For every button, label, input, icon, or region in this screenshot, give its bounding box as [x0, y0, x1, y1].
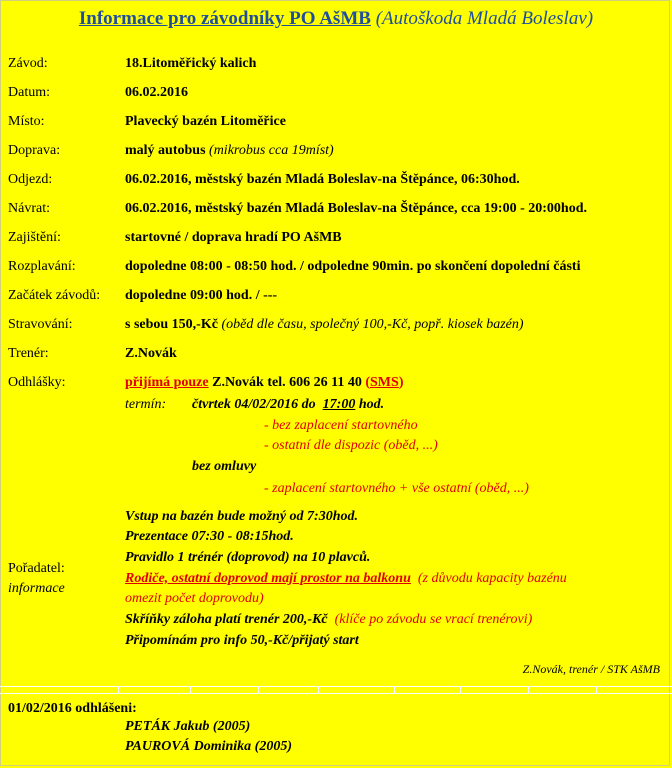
- sms-close: ): [398, 375, 404, 390]
- stravovani-note: (oběd dle času, společný 100,-Kč, popř. kiosek bazén): [221, 317, 524, 332]
- odhlasky-note2: - ostatní dle dispozic (oběd, ...): [264, 438, 438, 453]
- value-datum: 06.02.2016: [125, 85, 188, 100]
- info-line-1: Vstup na bazén bude možný od 7:30hod.: [125, 509, 358, 524]
- info-line-2: Prezentace 07:30 - 08:15hod.: [125, 529, 294, 544]
- label-poradatel: Pořadatel:: [8, 561, 65, 576]
- stravovani-main: s sebou 150,-Kč: [125, 317, 218, 332]
- odhlaseni-heading: 01/02/2016 odhlášeni:: [8, 701, 137, 716]
- label-rozplavani: Rozplavání:: [8, 259, 76, 274]
- title-main: Informace pro závodníky PO AšMB: [78, 8, 371, 29]
- odhlasky-note3: - zaplacení startovného + vše ostatní (oběd, ...): [264, 481, 529, 496]
- termin-value-line: [192, 397, 384, 413]
- odhlasky-sms: SMS: [370, 375, 399, 390]
- odhlasky-contact-line: [125, 375, 403, 391]
- title-sub: (Autoškoda Mladá Boleslav): [375, 8, 594, 29]
- info-line-5-note: (klíče po závodu se vrací trenérovi): [334, 612, 533, 627]
- value-misto: Plavecký bazén Litoměřice: [125, 114, 286, 129]
- value-zavod: 18.Litoměřický kalich: [125, 56, 257, 71]
- signature: Z.Novák, trenér / STK AšMB: [522, 662, 660, 676]
- label-odhlasky: Odhlášky:: [8, 375, 66, 390]
- info-line-4-main: Rodiče, ostatní doprovod mají prostor na balkonu: [125, 571, 411, 586]
- info-line-3: Pravidlo 1 trénér (doprovod) na 10 plavců.: [125, 550, 371, 565]
- bez-omluvy: bez omluvy: [192, 459, 257, 474]
- odhlasky-prijima: přijímá pouze: [125, 375, 209, 390]
- label-misto: Místo:: [8, 114, 45, 129]
- value-odjezd: 06.02.2016, městský bazén Mladá Boleslav-na Štěpánce, 06:30hod.: [125, 172, 520, 187]
- label-doprava: Doprava:: [8, 143, 61, 158]
- label-navrat: Návrat:: [8, 201, 50, 216]
- info-line-4-note: (z důvodu kapacity bazénu: [417, 571, 567, 586]
- value-zajisteni: startovné / doprava hradí PO AšMB: [125, 230, 342, 245]
- value-zacatek: dopoledne 09:00 hod. / ---: [125, 288, 278, 303]
- value-rozplavani: dopoledne 08:00 - 08:50 hod. / odpoledne 90min. po skončení dopolední části: [125, 259, 581, 274]
- label-datum: Datum:: [8, 85, 50, 100]
- odhlaseni-name: PAUROVÁ Dominika (2005): [125, 739, 292, 754]
- value-trener: Z.Novák: [125, 346, 177, 361]
- info-line-6: Připomínám pro info 50,-Kč/přijatý start: [125, 633, 359, 648]
- info-line-5-main: Skříňky záloha platí trenér 200,-Kč: [125, 612, 328, 627]
- odhlasky-contact: Z.Novák tel. 606 26 11 40: [212, 375, 362, 390]
- sms-open: (: [365, 375, 371, 390]
- label-zajisteni: Zajištění:: [8, 230, 61, 245]
- label-trener: Trenér:: [8, 346, 49, 361]
- label-zacatek: Začátek závodů:: [8, 288, 101, 303]
- odhlaseni-name: PETÁK Jakub (2005): [125, 719, 251, 734]
- odhlasky-note1: - bez zaplacení startovného: [264, 418, 418, 433]
- info-line-5: [125, 612, 532, 628]
- termin-label: termín:: [125, 397, 167, 412]
- label-odjezd: Odjezd:: [8, 172, 53, 187]
- termin-suffix: hod.: [358, 397, 385, 412]
- page-title: [0, 8, 672, 30]
- label-zavod: Závod:: [8, 56, 48, 71]
- label-stravovani: Stravování:: [8, 317, 73, 332]
- odhlasky-sms-wrap: [365, 375, 403, 390]
- value-navrat: 06.02.2016, městský bazén Mladá Boleslav-na Štěpánce, cca 19:00 - 20:00hod.: [125, 201, 587, 216]
- info-line-4: [125, 571, 567, 587]
- separator: [0, 686, 672, 694]
- termin-value: čtvrtek 04/02/2016 do: [192, 397, 316, 412]
- doprava-note: (mikrobus cca 19míst): [209, 143, 334, 158]
- value-stravovani: [125, 317, 524, 333]
- value-doprava: [125, 143, 334, 159]
- termin-time: 17:00: [322, 397, 356, 412]
- label-informace: informace: [8, 581, 65, 596]
- doprava-main: malý autobus: [125, 143, 206, 158]
- info-line-4-note2: omezit počet doprovodu): [125, 591, 264, 606]
